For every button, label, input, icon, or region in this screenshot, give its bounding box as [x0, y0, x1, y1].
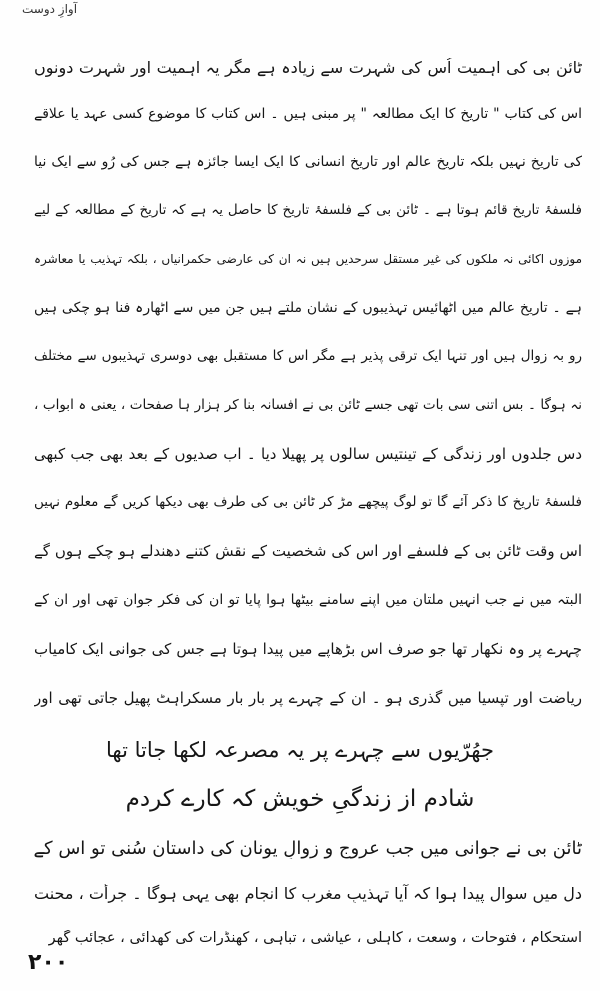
text-line: دل میں سوال پیدا ہوا کہ آیا تہذیبِ مغرب کا انجام بھی یہی ہوگا ۔ جرأت ، محنت	[34, 884, 582, 903]
text-line: اس کی کتاب " تاریخ کا ایک مطالعہ " پر مبنی ہیں ۔ اس کتاب کا موضوع کسی عہد یا علاقے	[34, 106, 582, 122]
text-line: فلسفۂ تاریخ قائم ہوتا ہے ۔ ٹائن بی کے فلسفۂ تاریخ کا حاصل یہ ہے کہ تاریخ کے مطالعہ کے لیے	[34, 202, 582, 218]
verse-intro-line: جھُرّیوں سے چہرے پر یہ مصرعہ لکھا جاتا تھا	[106, 738, 494, 762]
text-line: چہرے پر وہ نکھار تھا جو صرف اس بڑھاپے میں پیدا ہوتا ہے جس کی جوانی ایک کامیاب	[34, 640, 582, 658]
text-line: نہ ہوگا ۔ بس اتنی سی بات تھی جسے ٹائن بی نے افسانہ بنا کر ہزار ہا صفحات ، یعنی ہ ابواب ،	[34, 397, 582, 413]
text-line: موزوں اکائی نہ ملکوں کی غیر مستقل سرحدیں ہیں نہ ان کی عارضی حکمرانیاں ، بلکہ تہذیب یا معاشرہ	[34, 252, 582, 266]
text-line: ہے ۔ تاریخِ عالم میں اٹھائیس تہذیبوں کے نشان ملتے ہیں جن میں سے اٹھارہ فنا ہو چکی ہیں	[34, 300, 582, 316]
text-line: ٹائن بی نے جوانی میں جب عروج و زوالِ یونان کی داستان سُنی تو اس کے	[34, 838, 582, 859]
text-line: ٹائن بی کی اہمیت اُس کی شہرت سے زیادہ ہے مگر یہ اہمیت اور شہرت دونوں	[34, 58, 582, 77]
text-line: ریاضت اور تپسیا میں گذری ہو ۔ ان کے چہرے پر بار بار مسکراہٹ پھیل جاتی تھی اور	[34, 689, 582, 707]
text-line: البتہ میں نے جب انہیں ملتان میں اپنے سامنے بیٹھا ہوا پایا تو ان کی فکر جوان تھی اور ان کے	[34, 592, 582, 608]
persian-verse: شادم از زندگیِ خویش کہ کارے کردم	[125, 786, 475, 812]
text-line: کی تاریخ نہیں بلکہ تاریخِ عالم اور تاریخِ انسانی کا ایک ایسا جائزہ ہے جس کی رُو سے ایک نیا	[34, 154, 582, 170]
text-line: دس جلدوں اور زندگی کے تینتیس سالوں پر پھیلا دیا ۔ اب صدیوں کے بعد بھی جب کبھی	[34, 445, 582, 463]
text-line: اس وقت ٹائن بی کے فلسفے اور اس کی شخصیت کے نقش کتنے دھندلے ہو چکے ہوں گے	[34, 542, 582, 560]
text-line: فلسفۂ تاریخ کا ذکر آئے گا تو لوگ پیچھے مڑ کر ٹائن بی کی طرف بھی دیکھا کریں گے معلوم نہیں	[34, 494, 582, 510]
running-header: آوازِ دوست	[22, 2, 78, 16]
text-line: استحکام ، فتوحات ، وسعت ، کاہلی ، عیاشی ، تباہی ، کھنڈرات کی کھدائی ، عجائب گھر	[48, 930, 582, 946]
page-number: ۲۰۰	[28, 950, 69, 975]
text-line: رو بہ زوال ہیں اور تنہا ایک ترقی پذیر ہے مگر اس کا مستقبل بھی دوسری تہذیبوں سے مختلف	[34, 348, 582, 364]
